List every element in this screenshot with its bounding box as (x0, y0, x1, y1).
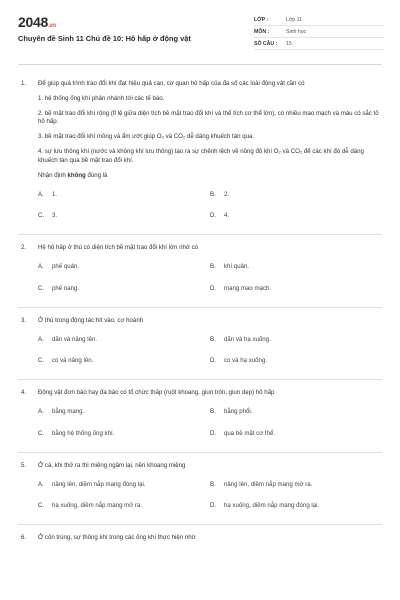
question-divider (18, 452, 382, 453)
option-letter: A. (38, 408, 44, 416)
question-divider (18, 234, 382, 235)
option-letter: B. (210, 480, 216, 488)
option-text: nâng lên, diềm nắp mang mở ra. (224, 480, 313, 488)
option-text: hạ xuống, diềm nắp mang mở ra. (52, 502, 143, 510)
option-letter: D. (210, 212, 217, 220)
meta-row-class (254, 14, 384, 26)
question-stem: Động vật đơn bào hay đa bào có tổ chức thấp (ruột khoang, giun tròn, giun dẹp) hô hấp (38, 389, 275, 397)
option-letter: D. (210, 357, 217, 365)
option-a[interactable] (38, 191, 210, 200)
prompt-bold-text: không (67, 171, 86, 179)
option-letter: C. (38, 284, 45, 292)
option-text: bằng phổi. (224, 408, 253, 416)
question-stem: Ở thú trong động tác hít vào, cơ hoành (38, 316, 144, 324)
question-5 (18, 462, 382, 525)
option-letter: C. (38, 212, 45, 220)
option-d[interactable] (210, 212, 382, 221)
option-text: co và hạ xuống. (224, 357, 268, 365)
option-b[interactable] (210, 263, 382, 272)
option-grid (38, 481, 382, 512)
option-letter: C. (38, 429, 45, 437)
option-text: 3. (52, 212, 58, 220)
prompt-text: đúng là (85, 171, 108, 179)
question-6 (18, 534, 382, 543)
header-divider (18, 64, 382, 65)
option-d[interactable] (210, 357, 382, 366)
option-b[interactable] (210, 481, 382, 490)
question-4 (18, 389, 382, 452)
option-b[interactable] (210, 336, 382, 345)
option-grid (38, 408, 382, 439)
option-d[interactable] (210, 285, 382, 294)
question-3 (18, 317, 382, 380)
question-number: 6. (21, 534, 27, 542)
option-c[interactable] (38, 502, 210, 511)
question-divider (18, 307, 382, 308)
meta-value: 15 (286, 40, 292, 47)
question-number: 3. (21, 316, 27, 324)
option-text: 2. (224, 190, 230, 198)
option-text: qua bề mặt cơ thể. (224, 429, 276, 437)
question-number: 1. (21, 80, 27, 87)
option-a[interactable] (38, 336, 210, 345)
option-text: nâng lên, diềm nắp mang đóng lại. (52, 480, 146, 488)
option-d[interactable] (210, 430, 382, 439)
option-text: co và nâng lên. (52, 357, 94, 365)
question-stem: Ở côn trùng, sự thông khí trong các ống khí thực hiện nhờ (38, 534, 196, 542)
option-letter: B. (210, 190, 216, 198)
option-letter: B. (210, 335, 216, 343)
meta-value: Lớp 11 (286, 16, 302, 23)
option-letter: C. (38, 502, 45, 510)
statement-4: 4. sự lưu thông khí (nước và không khí lưu thông) tạo ra sự chênh lệch về nồng độ khí O₂ và CO₂ để các khí đó dễ dàng khuếch tán qua bề mặt trao đổi khí. (38, 148, 364, 164)
question-stem: Ở cá, khi thở ra thì miệng ngậm lại, nền khoang miệng (38, 461, 186, 469)
option-text: dãn và nâng lên. (52, 335, 98, 343)
option-letter: A. (38, 335, 44, 343)
meta-value: Sinh học (286, 28, 307, 35)
question-divider (18, 379, 382, 380)
option-c[interactable] (38, 357, 210, 366)
question-number: 5. (21, 461, 27, 469)
option-letter: B. (210, 263, 216, 271)
option-text: 1. (52, 190, 58, 198)
option-text: phế nang. (52, 284, 80, 292)
option-a[interactable] (38, 263, 210, 272)
option-text: bằng mang. (52, 408, 85, 416)
option-c[interactable] (38, 285, 210, 294)
statement-3: 3. bề mặt trao đổi khí mỏng và ẩm ướt giúp O₂ và CO₂ dễ dàng khuếch tán qua. (38, 133, 255, 141)
option-c[interactable] (38, 212, 210, 221)
meta-label: MÔN : (254, 28, 270, 35)
statement-2: 2. bề mặt trao đổi khí rộng (tỉ lệ giữa diện tích bề mặt trao đổi khí và thể tích cơ thể lớn), có nhiều mao mạch và máu có sắc tố hô hấp. (38, 109, 379, 126)
question-2 (18, 244, 382, 307)
option-d[interactable] (210, 502, 382, 511)
question-stem: Để giúp quá trình trao đổi khí đạt hiệu quả cao, cơ quan hô hấp của đa số các loài động vật cần có (38, 80, 305, 87)
option-letter: B. (210, 408, 216, 416)
meta-row-subject (254, 26, 384, 38)
question-list (18, 80, 382, 543)
option-letter: A. (38, 190, 44, 198)
option-a[interactable] (38, 481, 210, 490)
meta-label: LỚP : (254, 16, 269, 23)
question-1 (18, 80, 382, 235)
option-letter: D. (210, 284, 217, 292)
option-letter: C. (38, 357, 45, 365)
option-text: hạ xuống, diềm nắp mang đóng lại. (224, 502, 320, 510)
logo-suffix: .vn (47, 23, 56, 29)
option-text: phế quản. (52, 263, 80, 271)
option-b[interactable] (210, 191, 382, 200)
option-grid (38, 263, 382, 294)
meta-row-count (254, 38, 384, 50)
site-logo[interactable] (18, 14, 56, 30)
question-number: 2. (21, 244, 27, 252)
meta-label: SỐ CÂU : (254, 40, 278, 47)
option-grid (38, 336, 382, 367)
question-prompt (38, 172, 382, 181)
option-text: 4. (224, 212, 230, 220)
option-c[interactable] (38, 430, 210, 439)
option-a[interactable] (38, 408, 210, 417)
prompt-text: Nhận định (38, 171, 68, 179)
option-letter: D. (210, 502, 217, 510)
question-stem: Hệ hô hấp ở thú có diện tích bề mặt trao đổi khí lớn nhờ có (38, 244, 199, 252)
option-letter: A. (38, 263, 44, 271)
option-text: dãn và hạ xuống. (224, 335, 271, 343)
option-text: khí quản. (224, 263, 250, 271)
statement-1: 1. hệ thống ống khí phân nhánh tới các tế bào. (38, 94, 165, 102)
option-letter: A. (38, 480, 44, 488)
option-grid (38, 191, 382, 222)
question-divider (18, 524, 382, 525)
logo-main: 2048 (18, 14, 48, 30)
option-letter: D. (210, 429, 217, 437)
meta-table (254, 14, 384, 50)
page-title: Chuyên đề Sinh 11 Chủ đề 10: Hô hấp ở động vật (18, 34, 191, 43)
option-b[interactable] (210, 408, 382, 417)
option-text: bằng hệ thống ống khí. (52, 429, 115, 437)
question-number: 4. (21, 389, 27, 397)
option-text: mạng mao mạch. (224, 284, 272, 292)
